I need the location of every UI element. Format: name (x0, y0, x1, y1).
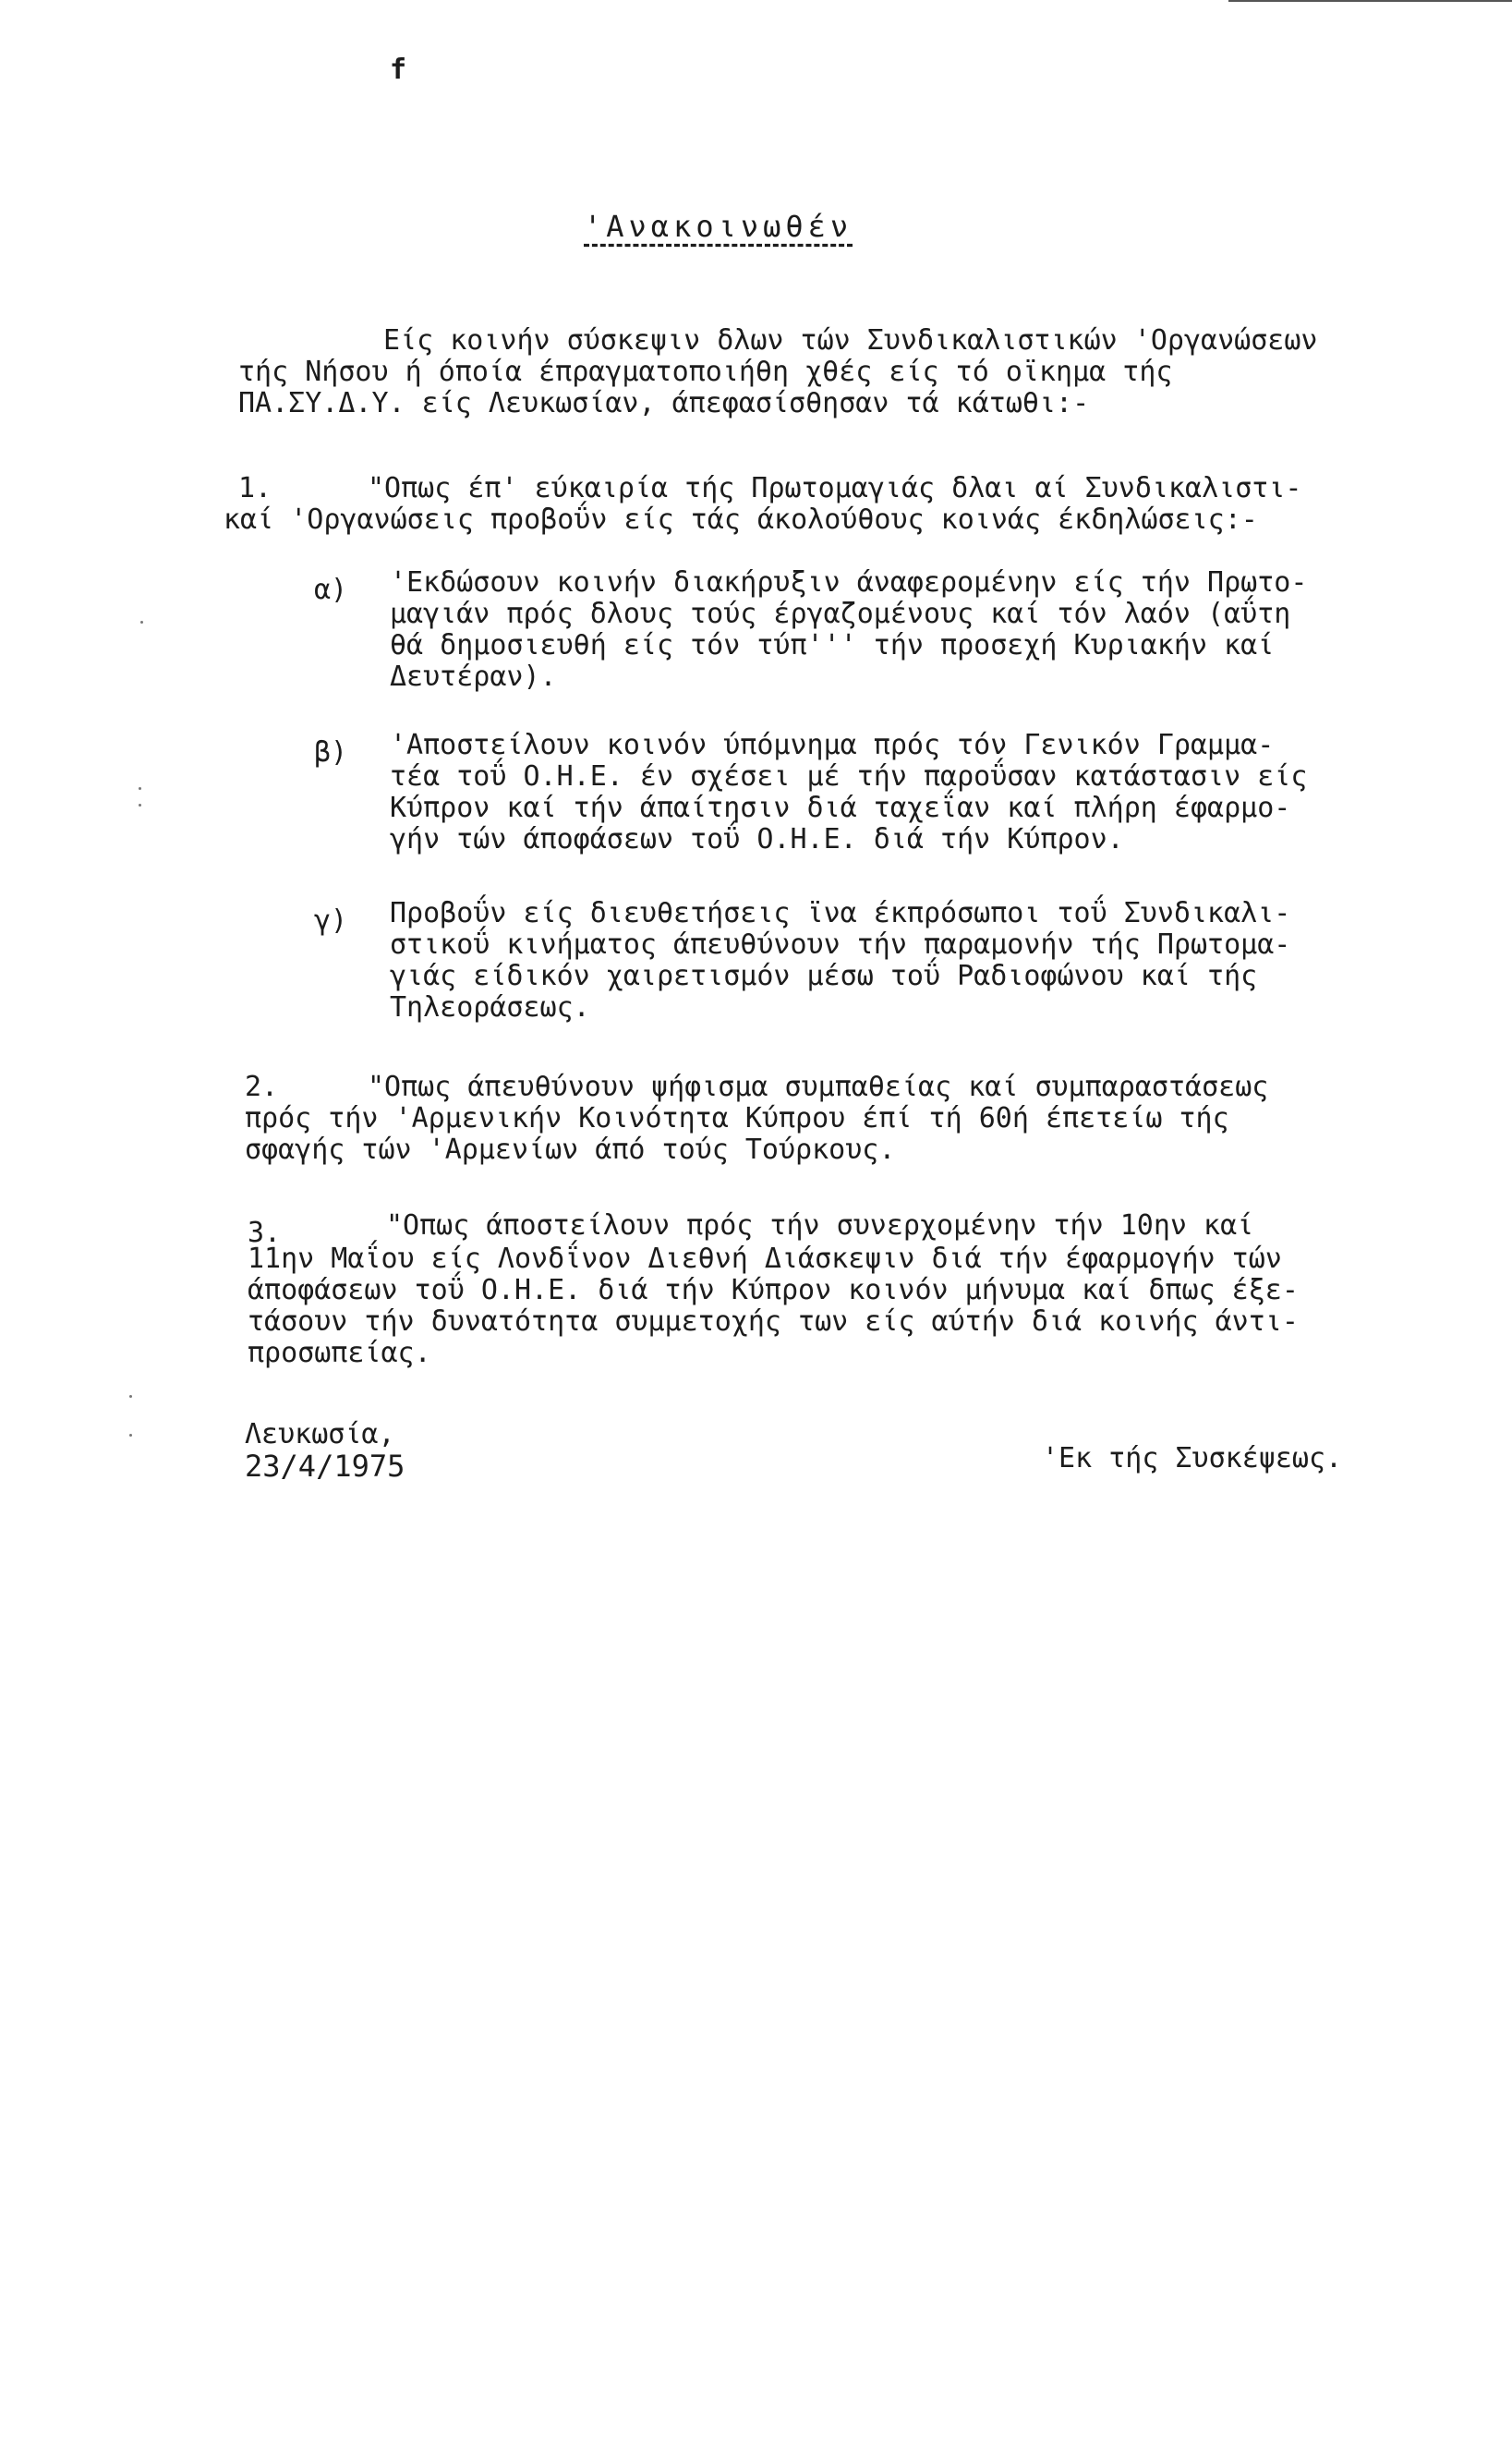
item-1b-line: τέα τοΰ Ο.Η.Ε. έν σχέσει μέ τήν παροΰσαν κατάστασιν είς (390, 760, 1308, 793)
item-1c-label: γ) (314, 904, 348, 937)
document-title: 'Ανακοινωθέν (584, 209, 853, 244)
item-1b-line: γήν τών άποφάσεων τοΰ Ο.Η.Ε. διά τήν Κύπρον. (390, 823, 1124, 855)
item-2-number: 2. (245, 1071, 279, 1103)
item-1-number: 1. (238, 472, 272, 504)
intro-line: Είς κοινήν σύσκεψιν δλων τών Συνδικαλιστικών 'Οργανώσεων (383, 324, 1318, 357)
item-3-line: άποφάσεων τοΰ Ο.Η.Ε. διά τήν Κύπρον κοινόν μήνυμα καί δπως έξε- (248, 1274, 1299, 1306)
date: 23/4/1975 (245, 1449, 405, 1484)
item-1-line: "Οπως έπ' εύκαιρία τής Πρωτομαγιάς δλαι αί Συνδικαλιστι- (368, 472, 1302, 504)
item-1a-line: 'Εκδώσουν κοινήν διακήρυξιν άναφερομένην είς τήν Πρωτο- (390, 566, 1308, 599)
scan-speck (129, 1434, 132, 1437)
item-1a-line: θά δημοσιευθή είς τόν τύπ''' τήν προσεχή Κυριακήν καί (390, 629, 1275, 661)
intro-line: ΠΑ.ΣΥ.Δ.Υ. είς Λευκωσίαν, άπεφασίσθησαν τά κάτωθι:- (238, 387, 1090, 419)
item-1b-label: β) (314, 736, 348, 769)
signoff: 'Εκ τής Συσκέψεως. (1042, 1442, 1343, 1474)
item-2-line: πρός τήν 'Αρμενικήν Κοινότητα Κύπρου έπί τή 60ή έπετείω τής (245, 1102, 1229, 1134)
item-3-line: προσωπείας. (248, 1337, 431, 1369)
item-1a-label: α) (314, 574, 348, 606)
item-1c-line: γιάς είδικόν χαιρετισμόν μέσω τοΰ Ραδιοφώνου καί τής (390, 960, 1258, 992)
item-2-line: σφαγής τών 'Αρμενίων άπό τούς Τούρκους. (245, 1134, 896, 1166)
item-3-line: τάσουν τήν δυνατότητα συμμετοχής των είς αύτήν διά κοινής άντι- (248, 1305, 1299, 1338)
top-edge-rule (1228, 0, 1512, 2)
item-1b-line: Κύπρον καί τήν άπαίτησιν διά ταχεΐαν καί πλήρη έφαρμο- (390, 792, 1291, 824)
scan-speck (129, 1395, 132, 1398)
item-3-line: 11ην Μαΐου είς Λονδΐνον Διεθνή Διάσκεψιν διά τήν έφαρμογήν τών (248, 1243, 1282, 1275)
item-3-line: "Οπως άποστείλουν πρός τήν συνερχομένην τήν 10ην καί (386, 1209, 1254, 1242)
item-3-number: 3. (248, 1217, 282, 1249)
item-1a-line: μαγιάν πρός δλους τούς έργαζομένους καί τόν λαόν (αΰτη (390, 598, 1291, 630)
scan-speck (140, 621, 143, 624)
place: Λευκωσία, (245, 1418, 395, 1450)
item-1c-line: στικοΰ κινήματος άπευθύνουν τήν παραμονήν τής Πρωτομα- (390, 928, 1291, 961)
item-1c-line: Τηλεοράσεως. (390, 991, 590, 1024)
item-1b-line: 'Αποστείλουν κοινόν ύπόμνημα πρός τόν Γενικόν Γραμμα- (390, 729, 1275, 761)
intro-line: τής Νήσου ή όποία έπραγματοποιήθη χθές είς τό οϊκημα τής (238, 356, 1173, 388)
scan-speck (139, 787, 141, 790)
item-1c-line: Προβοΰν είς διευθετήσεις ϊνα έκπρόσωποι τοΰ Συνδικαλι- (390, 897, 1291, 929)
corner-mark: f (390, 54, 407, 86)
item-1-line: καί 'Οργανώσεις προβοΰν είς τάς άκολούθους κοινάς έκδηλώσεις:- (224, 504, 1258, 536)
item-2-line: "Οπως άπευθύνουν ψήφισμα συμπαθείας καί συμπαραστάσεως (368, 1071, 1269, 1103)
item-1a-line: Δευτέραν). (390, 661, 557, 693)
scan-speck (139, 804, 141, 807)
